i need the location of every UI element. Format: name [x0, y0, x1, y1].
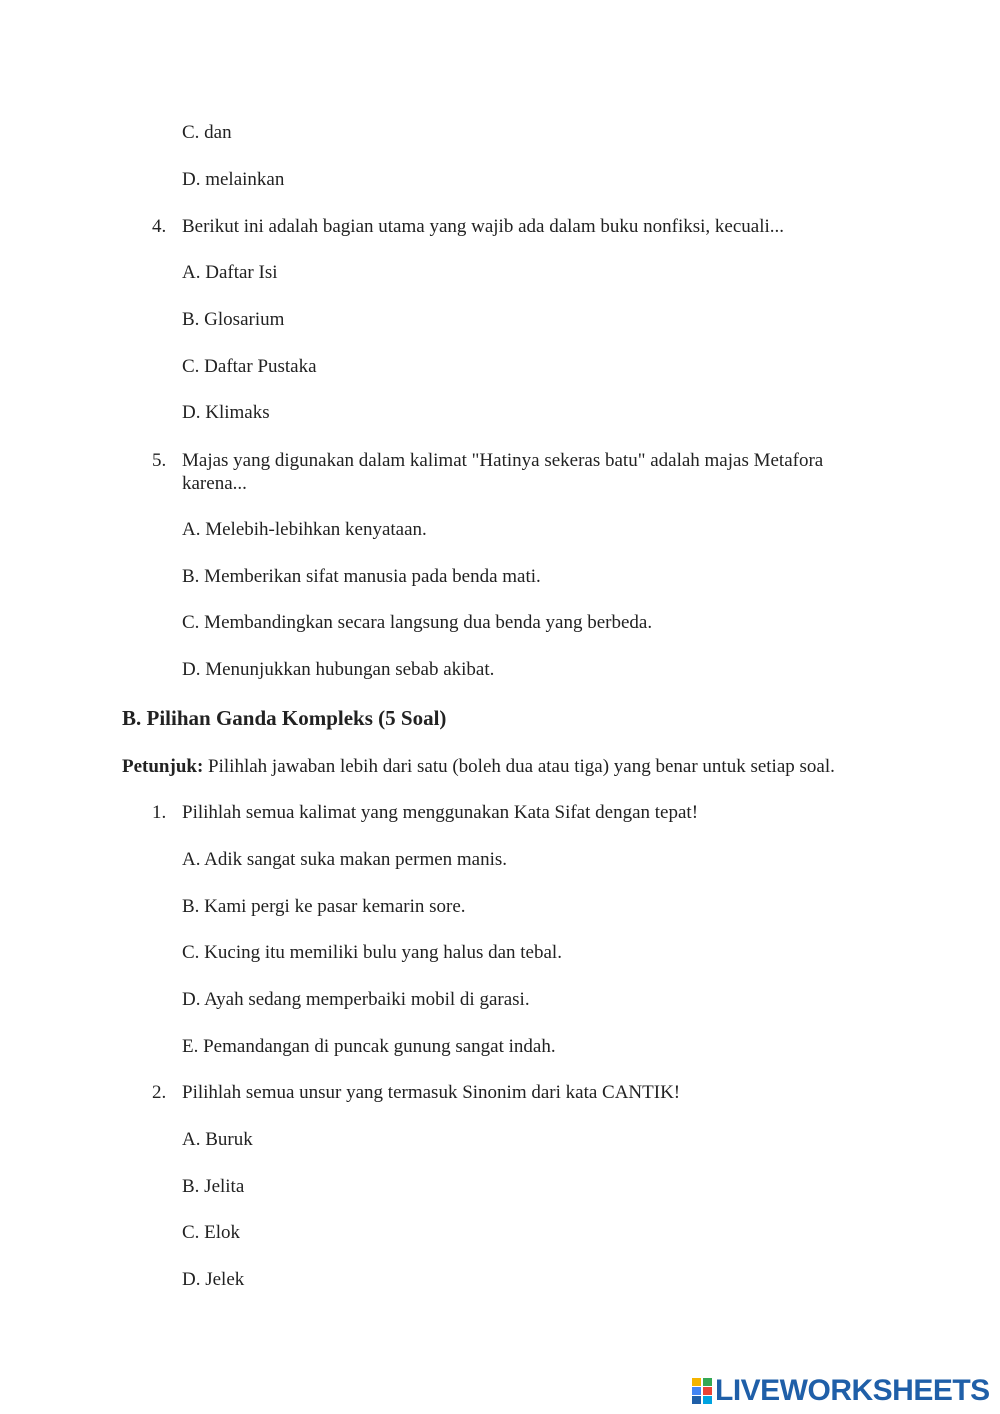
liveworksheets-logo-icon: [692, 1378, 712, 1404]
option-item: D. Klimaks: [182, 402, 270, 423]
question-text: Pilihlah semua unsur yang termasuk Sinonim dari kata CANTIK!: [182, 1082, 681, 1103]
option-item: B. Kami pergi ke pasar kemarin sore.: [182, 896, 466, 917]
option-item: B. Jelita: [182, 1176, 245, 1197]
option-item: D. Jelek: [182, 1269, 245, 1290]
question-number: 2.: [152, 1082, 167, 1103]
instruction-text: Pilihlah jawaban lebih dari satu (boleh dua atau tiga) yang benar untuk setiap soal.: [203, 756, 835, 777]
option-item: C. Kucing itu memiliki bulu yang halus dan tebal.: [182, 942, 562, 963]
option-item: A. Adik sangat suka makan permen manis.: [182, 849, 508, 870]
logo-text: LIVEWORKSHEETS: [715, 1374, 990, 1407]
option-item: A. Buruk: [182, 1129, 253, 1150]
question-number: 1.: [152, 802, 167, 823]
option-item: E. Pemandangan di puncak gunung sangat indah.: [182, 1036, 556, 1057]
question-text: Majas yang digunakan dalam kalimat "Hatinya sekeras batu" adalah majas Metafora: [182, 450, 824, 471]
option-item: A. Daftar Isi: [182, 262, 278, 283]
question-number: 5.: [152, 450, 167, 471]
option-item: C. Elok: [182, 1222, 241, 1243]
section-heading: B. Pilihan Ganda Kompleks (5 Soal): [122, 706, 447, 730]
option-item: A. Melebih-lebihkan kenyataan.: [182, 519, 427, 540]
instruction-label: Petunjuk:: [122, 756, 204, 777]
option-item: B. Glosarium: [182, 309, 285, 330]
question-text: Pilihlah semua kalimat yang menggunakan Kata Sifat dengan tepat!: [182, 802, 699, 823]
option-item: C. Membandingkan secara langsung dua benda yang berbeda.: [182, 612, 653, 633]
question-text-continued: karena...: [182, 473, 247, 494]
option-item: B. Memberikan sifat manusia pada benda mati.: [182, 566, 541, 587]
option-item: D. melainkan: [182, 169, 285, 190]
option-item: C. dan: [182, 122, 232, 143]
question-number: 4.: [152, 216, 167, 237]
liveworksheets-logo[interactable]: [692, 1374, 990, 1408]
option-item: C. Daftar Pustaka: [182, 356, 317, 377]
instruction: [122, 755, 835, 779]
question-text: Berikut ini adalah bagian utama yang wajib ada dalam buku nonfiksi, kecuali...: [182, 216, 785, 237]
option-item: D. Ayah sedang memperbaiki mobil di garasi.: [182, 989, 530, 1010]
option-item: D. Menunjukkan hubungan sebab akibat.: [182, 659, 495, 680]
